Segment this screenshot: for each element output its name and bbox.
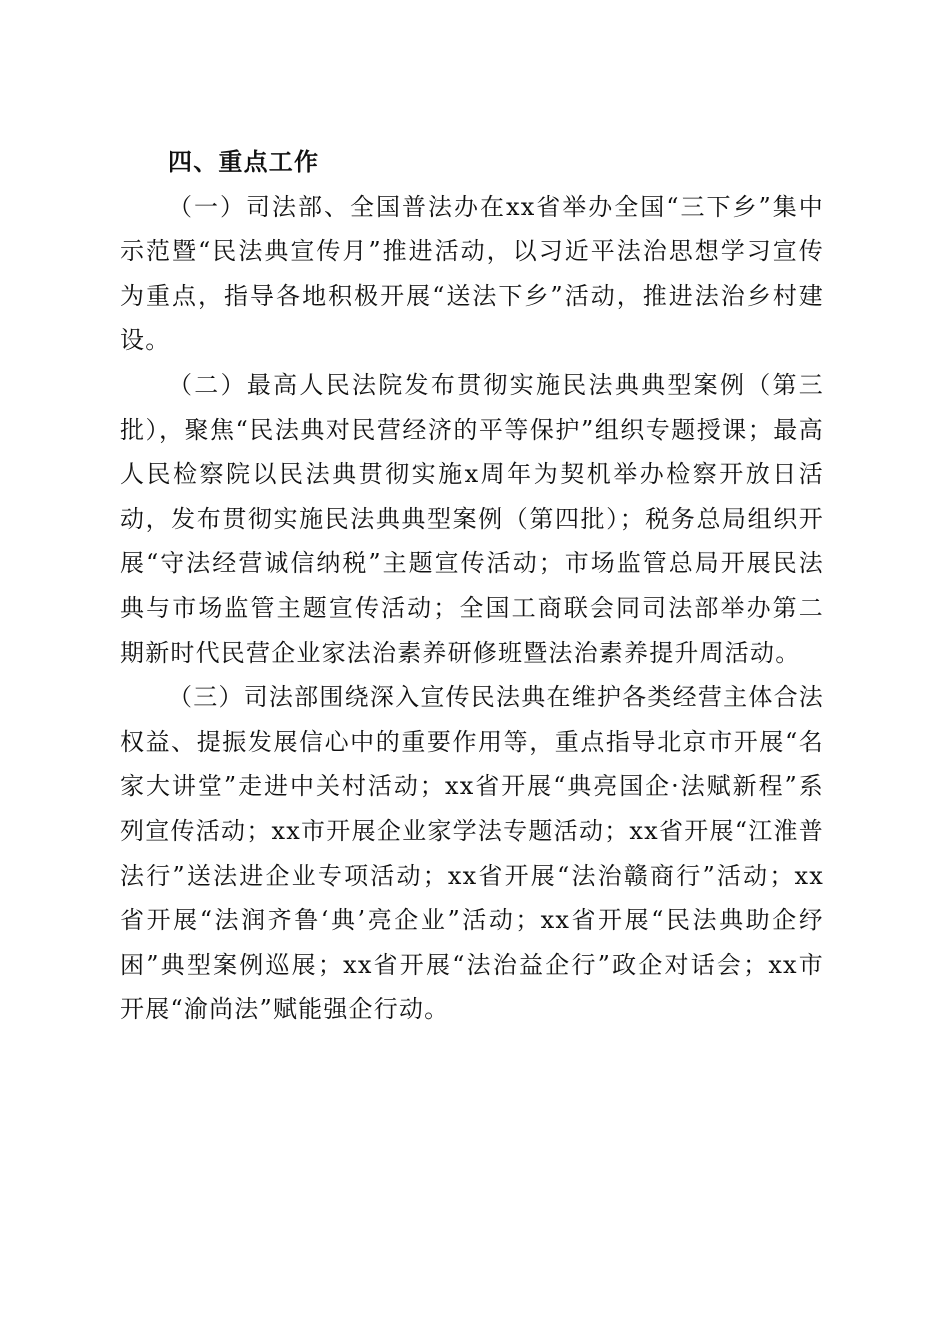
document-body xyxy=(120,140,824,1032)
paragraph-2: （二）最高人民法院发布贯彻实施民法典典型案例（第三批），聚焦“民法典对民营经济的平等保护”组织专题授课；最高人民检察院以民法典贯彻实施x周年为契机举办检察开放日活动，发布贯彻实施民法典典型案例（第四批）；税务总局组织开展“守法经营诚信纳税”主题宣传活动；市场监管总局开展民法典与市场监管主题宣传活动；全国工商联会同司法部举办第二期新时代民营企业家法治素养研修班暨法治素养提升周活动。 xyxy=(120,370,824,667)
paragraph-3: （三）司法部围绕深入宣传民法典在维护各类经营主体合法权益、提振发展信心中的重要作用等，重点指导北京市开展“名家大讲堂”走进中关村活动；xx省开展“典亮国企·法赋新程”系列宣传活动；xx市开展企业家学法专题活动；xx省开展“江淮普法行”送法进企业专项活动；xx省开展“法治赣商行”活动；xx省开展“法润齐鲁‘典’亮企业”活动；xx省开展“民法典助企纾困”典型案例巡展；xx省开展“法治益企行”政企对话会；xx市开展“渝尚法”赋能强企行动。 xyxy=(120,683,824,1024)
section-heading: 四、重点工作 xyxy=(168,148,320,176)
paragraph-1: （一）司法部、全国普法办在xx省举办全国“三下乡”集中示范暨“民法典宣传月”推进活动，以习近平法治思想学习宣传为重点，指导各地积极开展“送法下乡”活动，推进法治乡村建设。 xyxy=(120,192,824,355)
